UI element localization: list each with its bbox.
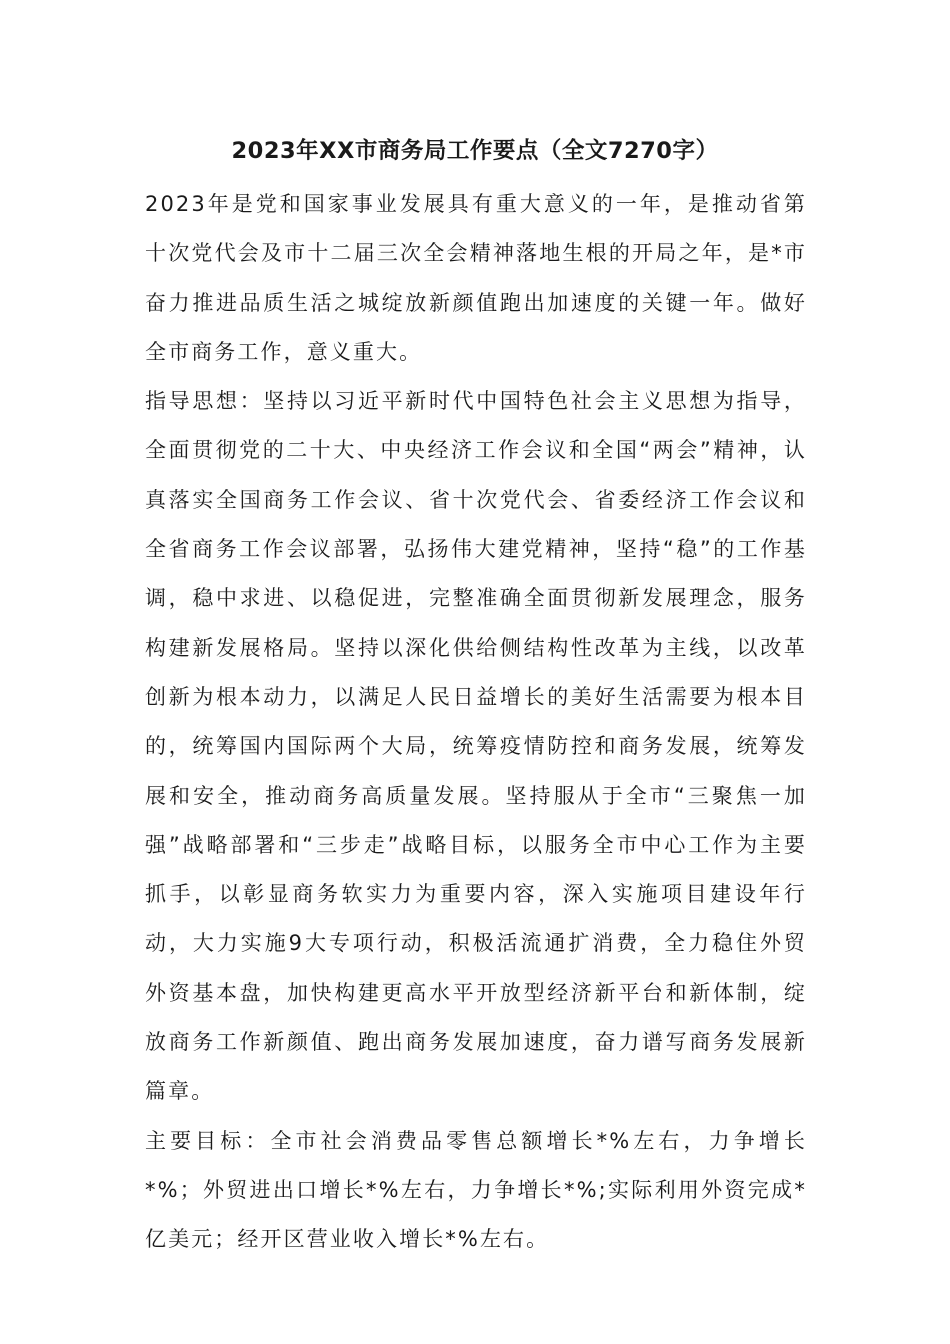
main-goals-paragraph: 主要目标：全市社会消费品零售总额增长*%左右，力争增长*%；外贸进出口增长*%左右，力争增长*%;实际利用外资完成*亿美元；经开区营业收入增长*%左右。 [145, 1128, 807, 1252]
document-title: 2023年XX市商务局工作要点（全文7270字） [231, 138, 719, 164]
guiding-ideology-paragraph: 指导思想：坚持以习近平新时代中国特色社会主义思想为指导，全面贯彻党的二十大、中央经济工作会议和全国“两会”精神，认真落实全国商务工作会议、省十次党代会、省委经济工作会议和全省商务工作会议部署，弘扬伟大建党精神，坚持“稳”的工作基调，稳中求进、以稳促进，完整准确全面贯彻新发展理念，服务构建新发展格局。坚持以深化供给侧结构性改革为主线，以改革创新为根本动力，以满足人民日益增长的美好生活需要为根本目的，统筹国内国际两个大局，统筹疫情防控和商务发展，统筹发展和安全，推动商务高质量发展。坚持服从于全市“三聚焦一加强”战略部署和“三步走”战略目标，以服务全市中心工作为主要抓手，以彰显商务软实力为重要内容，深入实施项目建设年行动，大力实施9大专项行动，积极活流通扩消费，全力稳住外贸外资基本盘，加快构建更高水平开放型经济新平台和新体制，绽放商务工作新颜值、跑出商务发展加速度，奋力谱写商务发展新篇章。 [145, 389, 807, 1104]
intro-paragraph: 2023年是党和国家事业发展具有重大意义的一年，是推动省第十次党代会及市十二届三次全会精神落地生根的开局之年，是*市奋力推进品质生活之城绽放新颜值跑出加速度的关键一年。做好全市商务工作，意义重大。 [145, 192, 807, 364]
document-body [145, 180, 807, 1265]
